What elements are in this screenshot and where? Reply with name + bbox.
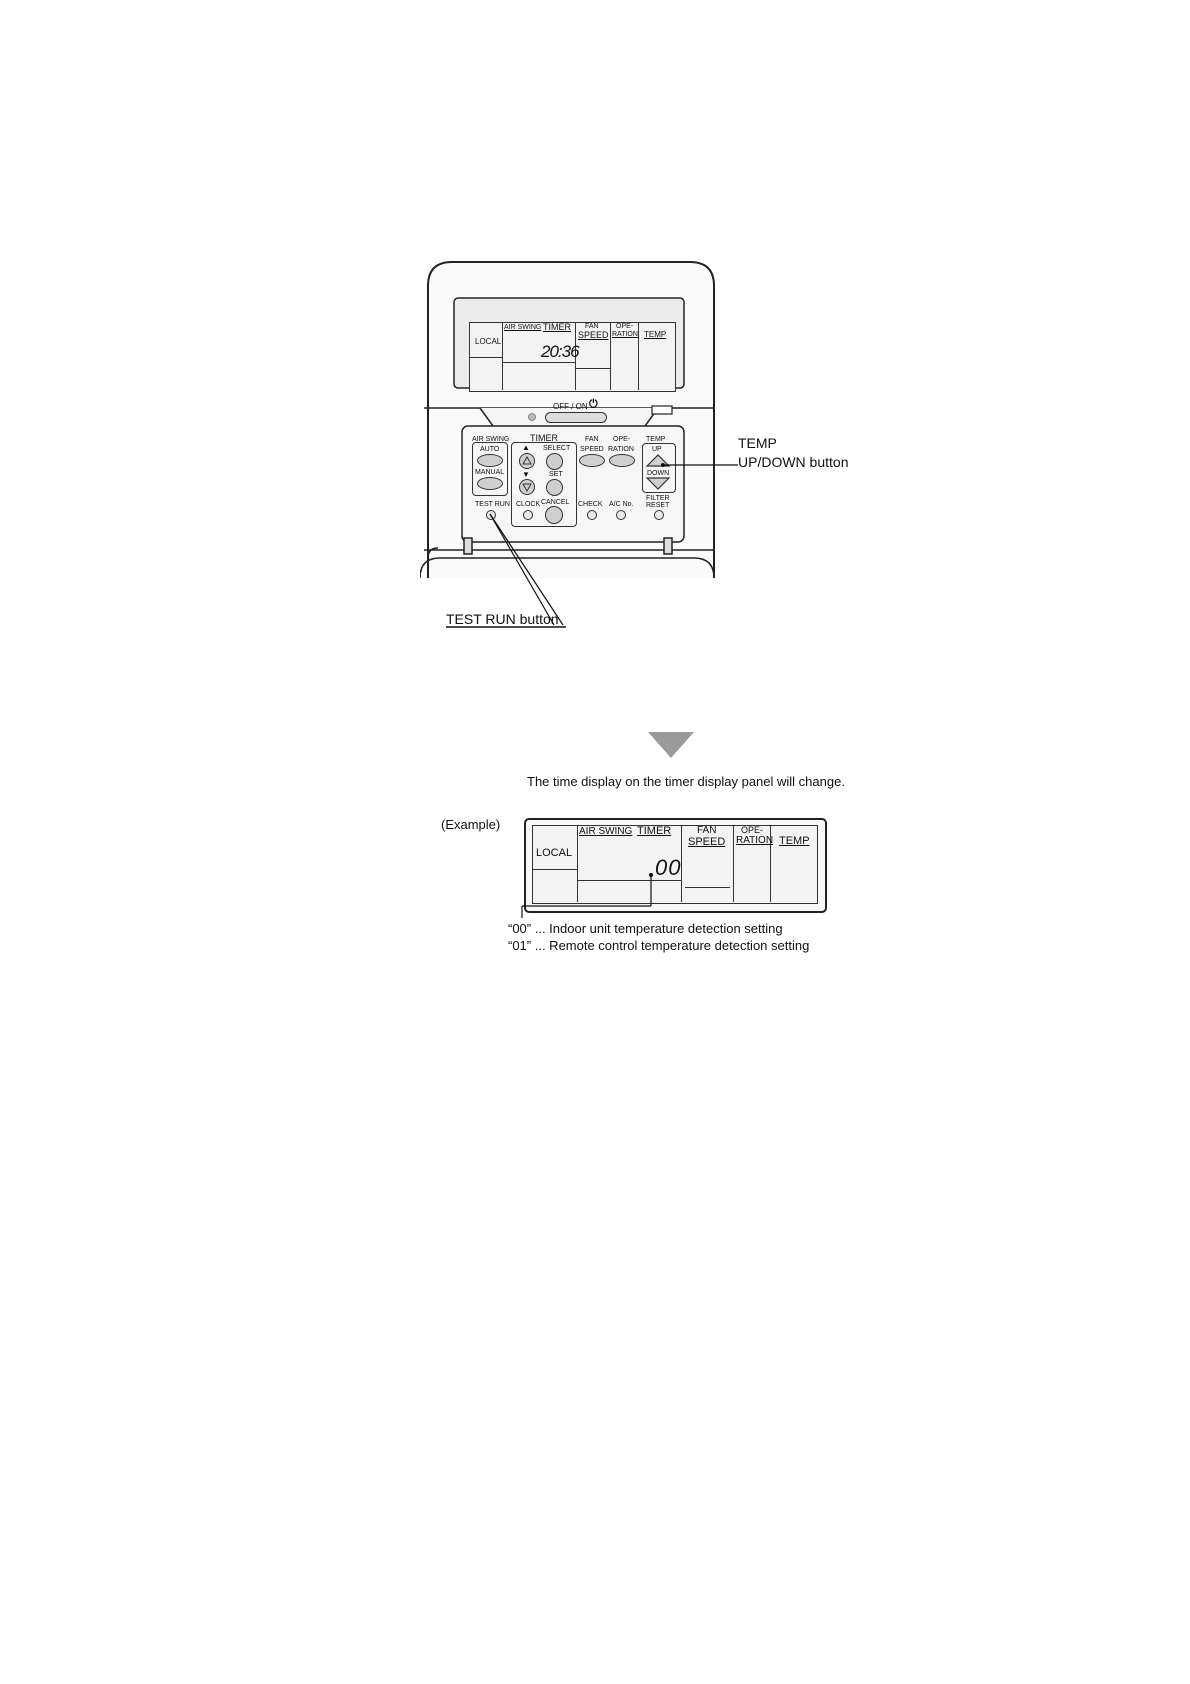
select-button[interactable]	[546, 453, 563, 470]
set-button[interactable]	[546, 479, 563, 496]
example-label: (Example)	[441, 817, 501, 832]
manual-label: MANUAL	[475, 469, 505, 476]
manual-button[interactable]	[477, 477, 503, 490]
temp-callout-line1: TEMP	[738, 435, 777, 451]
operation-lamp	[528, 413, 536, 421]
set-label: SET	[549, 471, 563, 478]
lcd-ope-label: OPE-	[616, 323, 634, 330]
ac-no-label: A/C No.	[609, 501, 634, 508]
clock-label: CLOCK	[516, 501, 541, 508]
example-value: 00	[655, 855, 682, 880]
off-on-button[interactable]	[545, 412, 607, 423]
fan-label: FAN	[585, 436, 599, 443]
down-arrow-icon	[646, 730, 696, 760]
lcd-speed-label: SPEED	[578, 330, 609, 340]
lcd-air-swing-label: AIR SWING	[504, 324, 542, 331]
test-run-label: TEST RUN	[475, 501, 510, 508]
timer-down-button[interactable]	[519, 479, 535, 495]
example-ope-label: OPE-	[741, 825, 764, 835]
auto-label: AUTO	[480, 446, 500, 453]
example-air-swing-label: AIR SWING	[579, 826, 633, 837]
fan-speed-button[interactable]	[579, 454, 605, 467]
triangle-down-icon	[520, 480, 534, 494]
ration-label: RATION	[608, 446, 634, 453]
lcd-temp-label: TEMP	[644, 330, 667, 339]
power-icon: ⏻	[589, 398, 598, 410]
filter-label: FILTER	[646, 495, 670, 502]
reset-label: RESET	[646, 502, 670, 509]
example-timer-label: TIMER	[637, 825, 672, 837]
check-label: CHECK	[578, 501, 603, 508]
ac-no-button[interactable]	[616, 510, 626, 520]
example-local-label: LOCAL	[536, 847, 573, 859]
timer-up-button[interactable]	[519, 453, 535, 469]
check-button[interactable]	[587, 510, 597, 520]
select-label: SELECT	[543, 445, 571, 452]
temp-callout-line2: UP/DOWN button	[738, 454, 849, 470]
air-swing-group-label: AIR SWING	[472, 436, 510, 443]
lcd-timer-label: TIMER	[543, 322, 571, 332]
temp-callout-line	[660, 450, 740, 480]
note-line-1: “00” ... Indoor unit temperature detection setting	[508, 921, 783, 936]
off-on-label: OFF / ON	[553, 402, 588, 411]
ope-label: OPE-	[613, 436, 631, 443]
temp-down-label: DOWN	[647, 470, 670, 477]
speed-label: SPEED	[580, 446, 604, 453]
cancel-label: CANCEL	[541, 499, 570, 506]
temp-up-label: UP	[652, 446, 662, 453]
note-line-2: “01” ... Remote control temperature detection setting	[508, 938, 810, 953]
test-run-callout-label: TEST RUN button	[446, 611, 559, 627]
lcd-time-value: 20:36	[541, 342, 579, 361]
auto-button[interactable]	[477, 454, 503, 467]
lcd-fan-label: FAN	[585, 323, 599, 330]
caption-text: The time display on the timer display panel will change.	[527, 774, 845, 789]
temp-group-label: TEMP	[646, 436, 666, 443]
example-ration-label: RATION	[736, 835, 774, 846]
filter-reset-button[interactable]	[654, 510, 664, 520]
lcd-local-label: LOCAL	[475, 337, 502, 346]
timer-group-label: TIMER	[530, 433, 558, 443]
example-fan-label: FAN	[697, 825, 717, 836]
operation-button[interactable]	[609, 454, 635, 467]
timer-down-arrow-icon: ▼	[522, 470, 530, 479]
example-speed-label: SPEED	[688, 836, 726, 848]
example-temp-label: TEMP	[779, 835, 810, 847]
triangle-up-icon	[520, 454, 534, 468]
example-pointer-line	[520, 870, 670, 920]
lcd-ration-label: RATION	[612, 331, 638, 338]
timer-up-arrow-icon: ▲	[522, 443, 530, 452]
